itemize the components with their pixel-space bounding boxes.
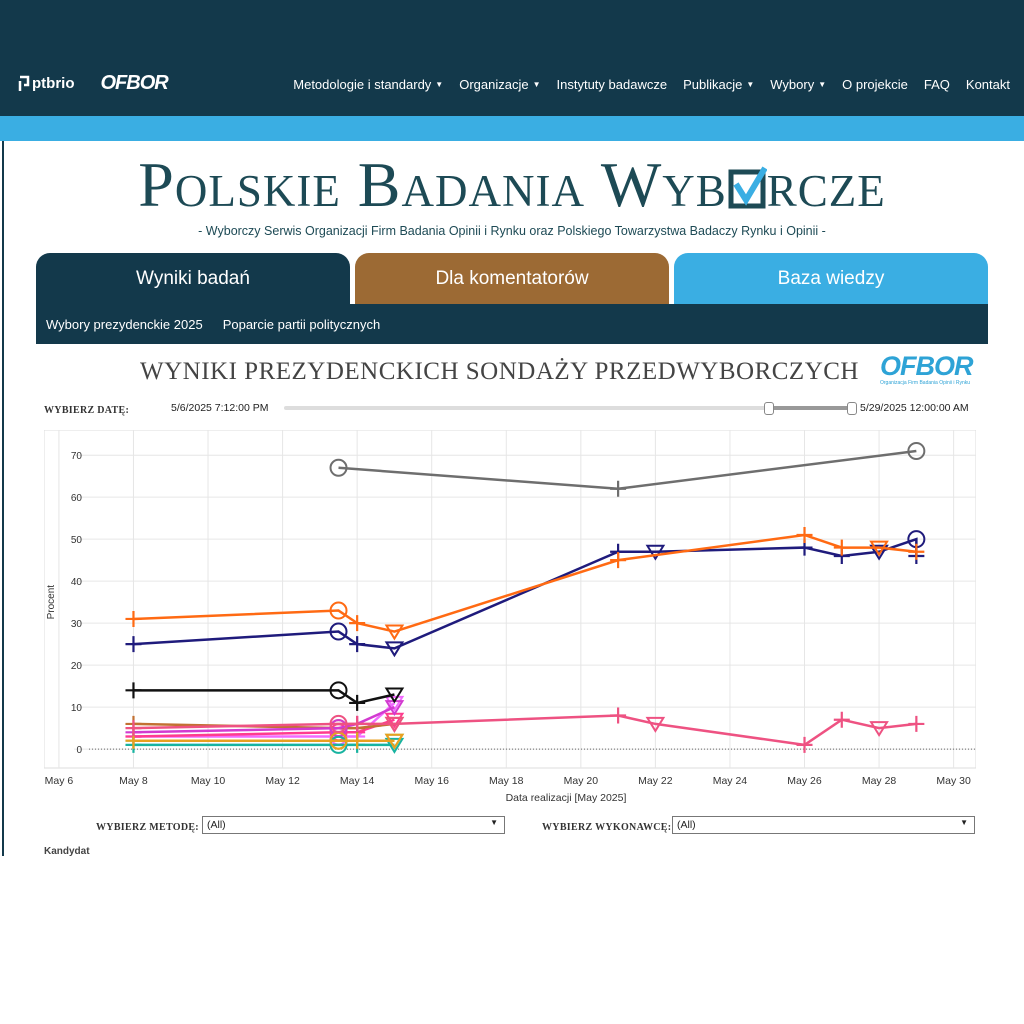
top-navbar: [0, 0, 1024, 116]
y-tick-label: 10: [70, 703, 82, 715]
contractor-select-value: (All): [677, 819, 696, 831]
ptbrio-logo[interactable]: [18, 75, 75, 93]
date-slider-start-handle[interactable]: [764, 402, 774, 415]
nav-item-label: Kontakt: [965, 77, 1010, 92]
x-tick-label: May 16: [414, 775, 449, 787]
main-navigation: [293, 77, 1010, 92]
nav-item-2[interactable]: [557, 77, 668, 92]
nav-item-3[interactable]: [683, 77, 754, 92]
date-range-slider[interactable]: [284, 406, 852, 410]
date-slider-end-handle[interactable]: [847, 402, 857, 415]
site-subtitle: - Wyborczy Serwis Organizacji Firm Badania Opinii i Rynku oraz Polskiego Towarzystwa Badaczy Rynku i Opinii -: [198, 224, 826, 238]
x-tick-label: May 10: [190, 775, 226, 787]
x-tick-label: May 14: [339, 775, 375, 787]
x-tick-label: May 22: [638, 775, 673, 787]
ofbor-logo-tagline: Organizacja Firm Badania Opinii i Rynku: [880, 380, 971, 386]
nav-item-label: O projekcie: [842, 77, 908, 92]
nav-item-label: Instytuty badawcze: [556, 77, 668, 92]
nav-item-label: FAQ: [923, 77, 950, 92]
y-tick-label: 60: [70, 493, 82, 505]
y-tick-label: 20: [70, 661, 82, 673]
ofbor-logo-text: OFBOR: [880, 351, 973, 381]
subnav-wybory-prezydenckie[interactable]: Wybory prezydenckie 2025: [46, 316, 203, 332]
x-tick-label: May 20: [563, 775, 599, 787]
x-tick-label: May 24: [712, 775, 748, 787]
nav-item-label: Organizacje: [459, 77, 529, 92]
ofbor-logo: [880, 353, 974, 387]
nav-item-label: Publikacje: [683, 77, 743, 92]
date-range-start: 5/6/2025 7:12:00 PM: [171, 402, 269, 414]
x-tick-label: May 28: [861, 775, 897, 787]
caret-down-icon: ▼: [818, 80, 827, 89]
nav-item-1[interactable]: [459, 77, 540, 92]
date-filter-label: WYBIERZ DATĘ:: [44, 405, 130, 416]
contractor-select[interactable]: [672, 816, 975, 834]
y-axis-label: Procent: [46, 584, 57, 620]
nav-item-5[interactable]: [842, 77, 908, 92]
y-tick-label: 70: [70, 451, 82, 463]
report-title: WYNIKI PREZYDENCKICH SONDAŻY PRZEDWYBORCZYCH: [140, 358, 859, 385]
nav-item-0[interactable]: [293, 77, 443, 92]
chevron-down-icon: ▼: [960, 818, 968, 827]
date-range-selection: [768, 406, 852, 410]
ofbor-logo-top[interactable]: OFBOR: [100, 72, 168, 94]
contractor-filter-label: WYBIERZ WYKONAWCĘ:: [542, 822, 672, 833]
caret-down-icon: ▼: [435, 80, 444, 89]
sub-navigation: [36, 304, 988, 344]
x-tick-label: May 12: [265, 775, 300, 787]
method-select[interactable]: [202, 816, 505, 834]
candidate-legend-title: Kandydat: [44, 846, 90, 856]
accent-strip: [0, 116, 1024, 141]
x-tick-label: May 6: [44, 775, 74, 787]
x-axis-label: Data realizacji [May 2025]: [505, 792, 627, 804]
method-select-value: (All): [207, 819, 226, 831]
x-tick-label: May 18: [489, 775, 524, 787]
x-tick-label: May 26: [787, 775, 822, 787]
nav-item-6[interactable]: [924, 77, 950, 92]
y-tick-label: 0: [76, 745, 82, 757]
ptbrio-logo-text: ptbrio: [32, 75, 75, 92]
caret-down-icon: ▼: [746, 80, 755, 89]
nav-item-4[interactable]: [770, 77, 826, 92]
chevron-down-icon: ▼: [490, 818, 498, 827]
y-tick-label: 40: [70, 577, 82, 589]
site-title-part2: rcze: [766, 149, 886, 220]
tab-dla-komentatorow[interactable]: Dla komentatorów: [355, 253, 669, 304]
y-tick-label: 50: [70, 535, 82, 547]
nav-item-label: Metodologie i standardy: [293, 77, 432, 92]
site-title[interactable]: [0, 150, 1024, 220]
x-tick-label: May 8: [119, 775, 148, 787]
subnav-poparcie-partii[interactable]: Poparcie partii politycznych: [222, 316, 381, 332]
nav-item-label: Wybory: [770, 77, 815, 92]
caret-down-icon: ▼: [532, 80, 541, 89]
partner-logos: [18, 72, 168, 95]
method-filter-label: WYBIERZ METODĘ:: [96, 822, 199, 833]
ballot-check-icon: [727, 166, 767, 210]
date-range-end: 5/29/2025 12:00:00 AM: [860, 402, 969, 414]
poll-results-chart: [44, 430, 976, 807]
tab-baza-wiedzy[interactable]: Baza wiedzy: [674, 253, 988, 304]
site-title-part1: Polskie Badania Wyb: [138, 149, 727, 220]
nav-item-7[interactable]: [966, 77, 1010, 92]
x-tick-label: May 30: [936, 775, 971, 787]
tab-wyniki-badan[interactable]: Wyniki badań: [36, 253, 350, 304]
ptbrio-mark-icon: [18, 75, 30, 93]
y-tick-label: 30: [70, 619, 82, 631]
